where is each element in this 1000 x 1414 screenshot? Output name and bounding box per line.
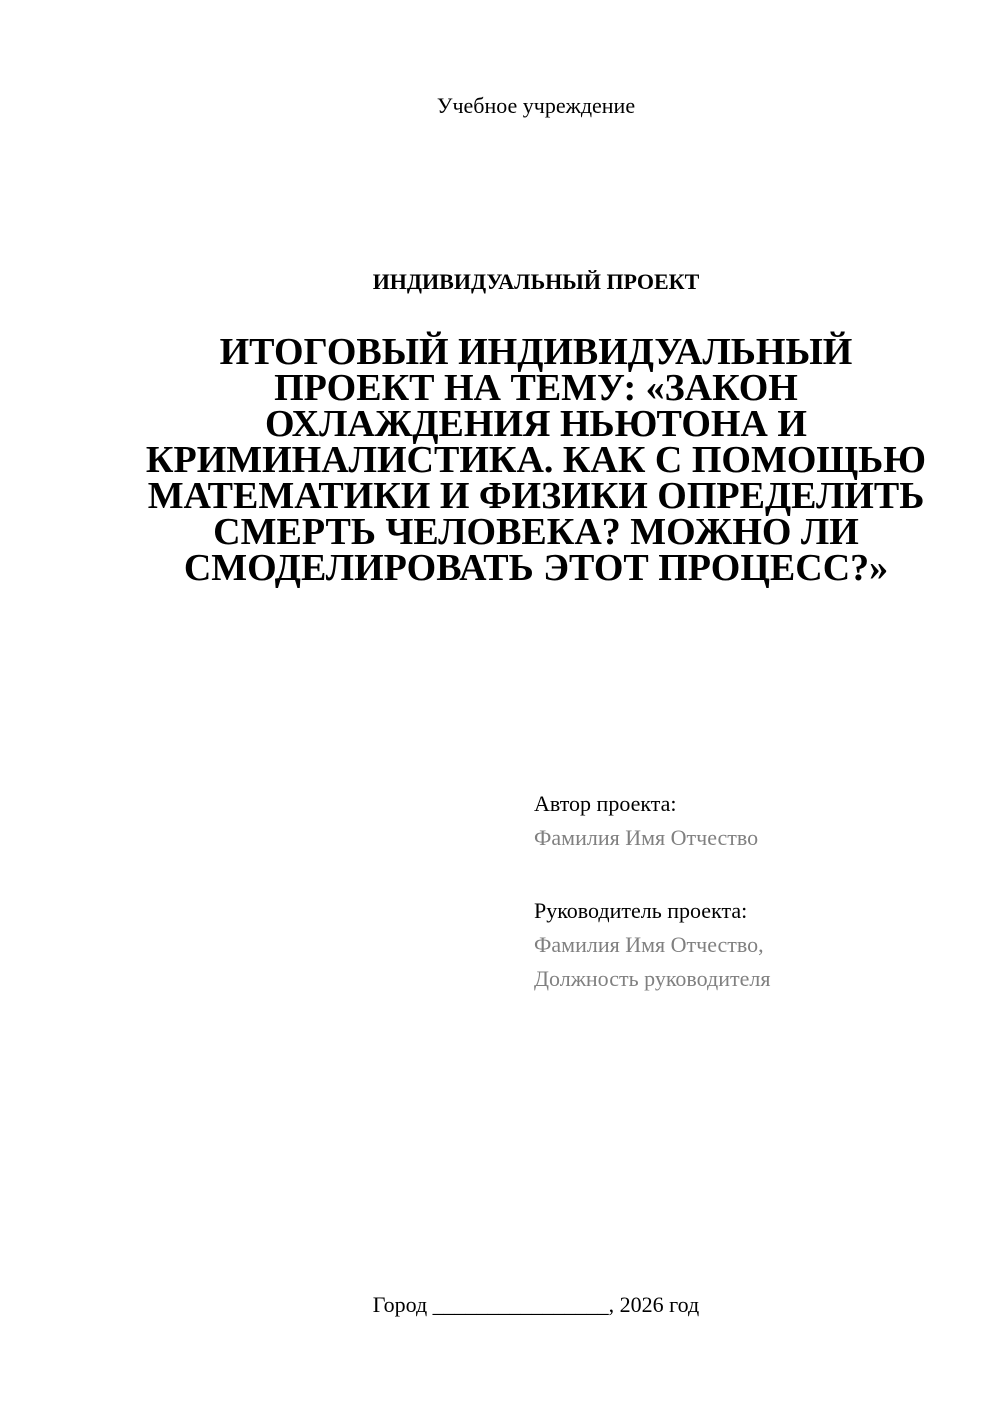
author-name: Фамилия Имя Отчество [534, 825, 759, 850]
supervisor-block [534, 894, 974, 996]
supervisor-position: Должность руководителя [534, 966, 771, 991]
author-block [534, 787, 974, 855]
supervisor-name: Фамилия Имя Отчество, [534, 932, 764, 957]
supervisor-label: Руководитель проекта: [534, 898, 748, 923]
author-label: Автор проекта: [534, 791, 677, 816]
city-year-line: Город ________________, 2026 год [372, 1292, 700, 1317]
institution-name: Учебное учреждение [436, 93, 636, 118]
document-type-label: ИНДИВИДУАЛЬНЫЙ ПРОЕКТ [372, 269, 700, 294]
document-title: ИТОГОВЫЙ ИНДИВИДУАЛЬНЫЙ ПРОЕКТ НА ТЕМУ: «ЗАКОН ОХЛАЖДЕНИЯ НЬЮТОНА И КРИМИНАЛИСТИКА. КАК С ПОМОЩЬЮ МАТЕМАТИКИ И ФИЗИКИ ОПРЕДЕЛИТЬ СМЕРТЬ ЧЕЛОВЕКА? МОЖНО ЛИ СМОДЕЛИРОВАТЬ ЭТОТ ПРОЦЕСС?» [145, 331, 927, 589]
